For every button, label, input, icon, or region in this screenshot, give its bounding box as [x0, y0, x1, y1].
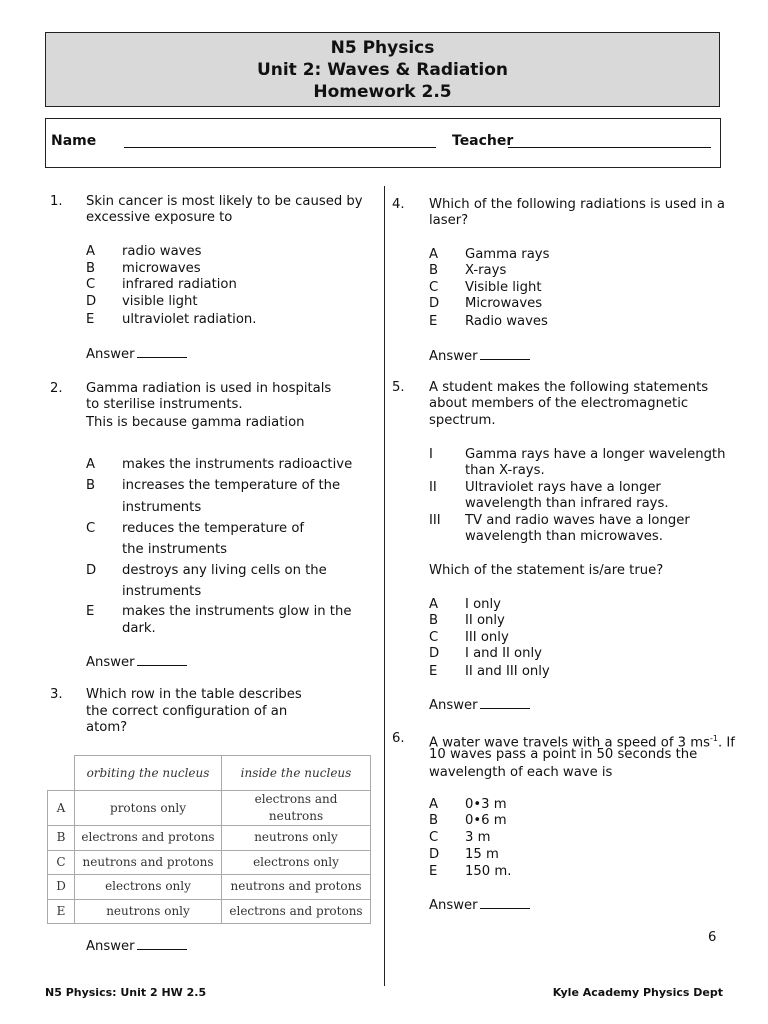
table-cell-orbiting: neutrons and protons — [75, 850, 222, 875]
q5-text-line-1: A student makes the following statements — [429, 380, 709, 395]
q2-number: 2. — [50, 381, 63, 396]
teacher-field-line[interactable] — [508, 147, 711, 148]
q2-answer — [86, 653, 187, 671]
title-line-1: N5 Physics — [330, 38, 435, 58]
q5-option-e-text: II and III only — [465, 664, 550, 679]
q4-option-b-letter: B — [429, 263, 439, 278]
q6-answer — [429, 896, 530, 914]
q1-number: 1. — [50, 194, 63, 209]
q5-option-d-letter: D — [429, 646, 440, 661]
q2-text-line-2: to sterilise instruments. — [86, 397, 243, 412]
q1-option-e-letter: E — [86, 312, 95, 327]
q1-text-line-1: Skin cancer is most likely to be caused by — [86, 194, 363, 209]
q2-option-c-text-2: the instruments — [122, 542, 228, 557]
q5-statement-2-text-2: wavelength than infrared rays. — [465, 496, 669, 511]
q5-option-b-text: II only — [465, 613, 505, 628]
q3-answer — [86, 937, 187, 955]
atom-configuration-table — [47, 755, 371, 924]
table-header-blank — [48, 756, 75, 791]
q2-option-a-text: makes the instruments radioactive — [122, 457, 353, 472]
q4-option-a-text: Gamma rays — [465, 247, 550, 262]
q1-answer — [86, 345, 187, 363]
q5-number: 5. — [392, 380, 405, 395]
q1-answer-line[interactable] — [137, 345, 187, 358]
table-row-letter: C — [48, 850, 75, 875]
table-cell-inside: neutrons and protons — [222, 875, 371, 900]
q2-answer-line[interactable] — [137, 653, 187, 666]
q5-statement-2-text-1: Ultraviolet rays have a longer — [465, 480, 661, 495]
q4-text-line-2: laser? — [429, 213, 469, 228]
table-row-letter: A — [48, 791, 75, 826]
table-cell-inside: neutrons only — [222, 826, 371, 851]
q6-option-a-text: 0•3 m — [465, 797, 507, 812]
q4-option-c-letter: C — [429, 280, 439, 295]
q4-option-c-text: Visible light — [465, 280, 542, 295]
table-cell-inside: electrons only — [222, 850, 371, 875]
q6-option-d-text: 15 m — [465, 847, 499, 862]
q5-answer-line[interactable] — [480, 696, 530, 709]
q3-text-line-3: atom? — [86, 720, 128, 735]
q1-option-c-text: infrared radiation — [122, 277, 237, 292]
table-cell-inside: electrons and protons — [222, 899, 371, 924]
table-header-inside: inside the nucleus — [222, 756, 371, 791]
q4-option-d-letter: D — [429, 296, 440, 311]
q6-answer-line[interactable] — [480, 896, 530, 909]
title-box — [45, 32, 720, 107]
q4-number: 4. — [392, 197, 405, 212]
q2-option-b-text-2: instruments — [122, 500, 202, 515]
answer-label: Answer — [86, 655, 135, 670]
q6-text-sup: -1 — [709, 734, 718, 743]
footer-right: Kyle Academy Physics Dept — [552, 986, 723, 999]
answer-label: Answer — [429, 898, 478, 913]
q6-text-line-2: 10 waves pass a point in 50 seconds the — [429, 747, 698, 762]
q5-statement-1-num: I — [429, 447, 433, 462]
q1-option-d-text: visible light — [122, 294, 198, 309]
answer-label: Answer — [429, 698, 478, 713]
q5-prompt: Which of the statement is/are true? — [429, 563, 664, 578]
q1-option-c-letter: C — [86, 277, 96, 292]
table-cell-orbiting: electrons only — [75, 875, 222, 900]
q2-text-line-3: This is because gamma radiation — [86, 415, 305, 430]
q5-text-line-3: spectrum. — [429, 413, 496, 428]
q5-statement-3-text-1: TV and radio waves have a longer — [465, 513, 690, 528]
q6-option-d-letter: D — [429, 847, 440, 862]
table-row — [48, 791, 371, 826]
q4-text-line-1: Which of the following radiations is used in a — [429, 197, 725, 212]
q1-option-b-text: microwaves — [122, 261, 201, 276]
name-field-line[interactable] — [124, 147, 436, 148]
q2-option-e-text-1: makes the instruments glow in the — [122, 604, 352, 619]
q2-option-c-letter: C — [86, 521, 96, 536]
q6-text-post: . If — [717, 735, 735, 751]
q4-option-e-text: Radio waves — [465, 314, 548, 329]
q5-option-c-letter: C — [429, 630, 439, 645]
answer-label: Answer — [429, 349, 478, 364]
q5-statement-3-text-2: wavelength than microwaves. — [465, 529, 663, 544]
q4-option-a-letter: A — [429, 247, 439, 262]
q6-option-b-letter: B — [429, 813, 439, 828]
q6-number: 6. — [392, 731, 405, 746]
table-cell-inside: electrons and neutrons — [222, 791, 371, 826]
q1-option-b-letter: B — [86, 261, 96, 276]
table-row — [48, 899, 371, 924]
footer-left: N5 Physics: Unit 2 HW 2.5 — [45, 986, 207, 999]
q2-option-d-letter: D — [86, 563, 97, 578]
q4-option-e-letter: E — [429, 314, 438, 329]
column-divider — [384, 186, 385, 986]
q2-text-line-1: Gamma radiation is used in hospitals — [86, 381, 332, 396]
q4-option-b-text: X-rays — [465, 263, 507, 278]
name-teacher-box — [45, 118, 721, 168]
table-row — [48, 850, 371, 875]
q6-option-c-text: 3 m — [465, 830, 491, 845]
q4-answer — [429, 347, 530, 365]
q6-option-b-text: 0•6 m — [465, 813, 507, 828]
q5-text-line-2: about members of the electromagnetic — [429, 396, 689, 411]
table-header-orbiting: orbiting the nucleus — [75, 756, 222, 791]
q2-option-b-text-1: increases the temperature of the — [122, 478, 341, 493]
q5-option-c-text: III only — [465, 630, 509, 645]
q1-option-e-text: ultraviolet radiation. — [122, 312, 257, 327]
q5-option-e-letter: E — [429, 664, 438, 679]
q5-statement-2-num: II — [429, 480, 437, 495]
q5-option-d-text: I and II only — [465, 646, 542, 661]
table-row — [48, 826, 371, 851]
page-number: 6 — [708, 930, 717, 945]
q3-text-line-2: the correct configuration of an — [86, 704, 288, 719]
q2-option-a-letter: A — [86, 457, 96, 472]
table-row-letter: D — [48, 875, 75, 900]
q1-option-d-letter: D — [86, 294, 97, 309]
q2-option-d-text-1: destroys any living cells on the — [122, 563, 327, 578]
q4-answer-line[interactable] — [480, 347, 530, 360]
table-cell-orbiting: protons only — [75, 791, 222, 826]
table-row — [48, 875, 371, 900]
name-label: Name — [51, 133, 97, 149]
q6-text-line-3: wavelength of each wave is — [429, 765, 613, 780]
q5-option-b-letter: B — [429, 613, 439, 628]
q6-option-e-letter: E — [429, 864, 438, 879]
q6-option-e-text: 150 m. — [465, 864, 512, 879]
teacher-label: Teacher — [452, 133, 514, 149]
table-cell-orbiting: neutrons only — [75, 899, 222, 924]
q2-option-e-text-2: dark. — [122, 621, 156, 636]
title-line-3: Homework 2.5 — [313, 82, 452, 102]
q2-option-b-letter: B — [86, 478, 96, 493]
q2-option-c-text-1: reduces the temperature of — [122, 521, 305, 536]
q3-text-line-1: Which row in the table describes — [86, 687, 302, 702]
table-header-row — [48, 756, 371, 791]
q5-statement-3-num: III — [429, 513, 441, 528]
answer-label: Answer — [86, 347, 135, 362]
q3-number: 3. — [50, 687, 63, 702]
q2-option-e-letter: E — [86, 604, 95, 619]
q4-option-d-text: Microwaves — [465, 296, 543, 311]
q1-option-a-letter: A — [86, 244, 96, 259]
title-line-2: Unit 2: Waves & Radiation — [256, 60, 509, 80]
q5-option-a-text: I only — [465, 597, 501, 612]
table-cell-orbiting: electrons and protons — [75, 826, 222, 851]
q5-statement-1-text-2: than X-rays. — [465, 463, 545, 478]
q5-answer — [429, 696, 530, 714]
table-row-letter: B — [48, 826, 75, 851]
q1-text-line-2: excessive exposure to — [86, 210, 233, 225]
q5-statement-1-text-1: Gamma rays have a longer wavelength — [465, 447, 726, 462]
q3-answer-line[interactable] — [137, 937, 187, 950]
table-row-letter: E — [48, 899, 75, 924]
q6-option-c-letter: C — [429, 830, 439, 845]
answer-label: Answer — [86, 939, 135, 954]
q6-text-pre: A water wave travels with a speed of 3 ms — [429, 735, 710, 751]
q5-option-a-letter: A — [429, 597, 439, 612]
q2-option-d-text-2: instruments — [122, 584, 202, 599]
q6-option-a-letter: A — [429, 797, 439, 812]
q1-option-a-text: radio waves — [122, 244, 202, 259]
